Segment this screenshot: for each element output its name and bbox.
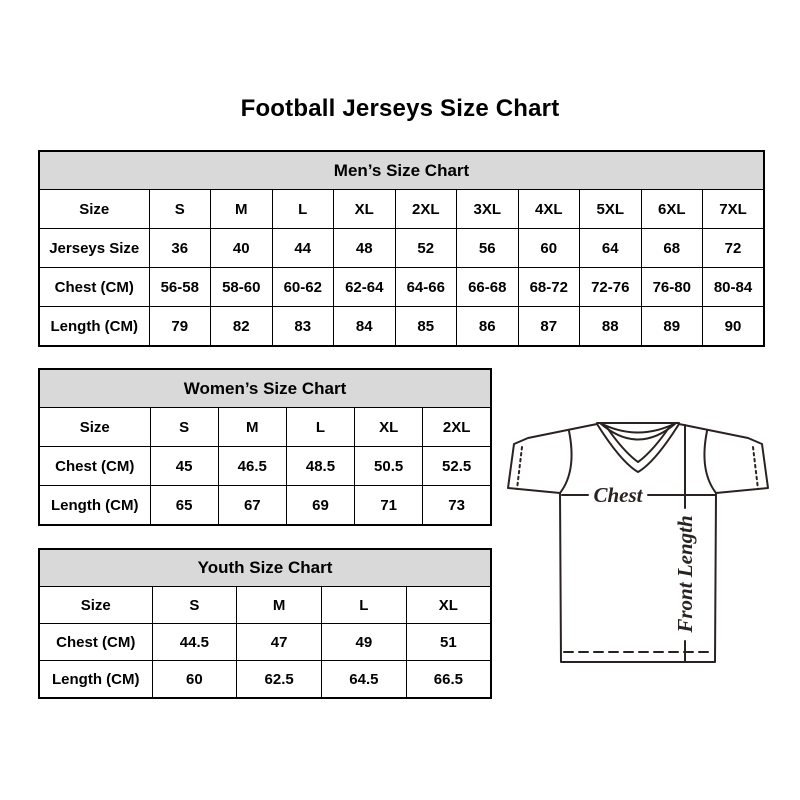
- table-title: Youth Size Chart: [39, 549, 491, 587]
- value-cell: 60: [152, 661, 237, 699]
- left-sleeve-seam: [560, 431, 572, 493]
- value-cell: 83: [272, 307, 334, 347]
- jersey-outline-icon: [505, 405, 770, 670]
- row-header-cell: Size: [39, 587, 152, 624]
- value-cell: 64: [580, 229, 642, 268]
- value-cell: 72-76: [580, 268, 642, 307]
- value-cell: 86: [457, 307, 519, 347]
- collar-inner-arc-2: [600, 423, 676, 440]
- right-cuff-stitch-line: [753, 447, 758, 489]
- value-cell: S: [150, 408, 218, 447]
- value-cell: 4XL: [518, 190, 580, 229]
- value-cell: 48.5: [286, 447, 354, 486]
- value-cell: 49: [322, 624, 407, 661]
- value-cell: 71: [355, 486, 423, 526]
- table-row: [39, 624, 491, 661]
- value-cell: 60-62: [272, 268, 334, 307]
- table-header-row: [39, 549, 491, 587]
- row-header-cell: Chest (CM): [39, 624, 152, 661]
- table-title: Men’s Size Chart: [39, 151, 764, 190]
- value-cell: 62-64: [334, 268, 396, 307]
- table-row: [39, 190, 764, 229]
- row-header-cell: Length (CM): [39, 661, 152, 699]
- value-cell: 85: [395, 307, 457, 347]
- value-cell: 68: [641, 229, 703, 268]
- value-cell: 47: [237, 624, 322, 661]
- row-header-cell: Length (CM): [39, 486, 150, 526]
- jersey-measurement-diagram: [505, 405, 770, 670]
- value-cell: 52.5: [423, 447, 491, 486]
- table-row: [39, 661, 491, 699]
- row-header-cell: Size: [39, 190, 149, 229]
- chest-label: Chest: [593, 483, 643, 507]
- value-cell: 90: [703, 307, 765, 347]
- table-row: [39, 447, 491, 486]
- table-row: [39, 229, 764, 268]
- value-cell: 64.5: [322, 661, 407, 699]
- row-header-cell: Length (CM): [39, 307, 149, 347]
- row-header-cell: Jerseys Size: [39, 229, 149, 268]
- value-cell: 84: [334, 307, 396, 347]
- value-cell: 56: [457, 229, 519, 268]
- value-cell: M: [218, 408, 286, 447]
- value-cell: 46.5: [218, 447, 286, 486]
- value-cell: 64-66: [395, 268, 457, 307]
- youth-size-table: [38, 548, 492, 699]
- table-title: Women’s Size Chart: [39, 369, 491, 408]
- table-row: [39, 307, 764, 347]
- table-row: [39, 486, 491, 526]
- value-cell: XL: [334, 190, 396, 229]
- value-cell: 87: [518, 307, 580, 347]
- value-cell: 48: [334, 229, 396, 268]
- value-cell: 82: [211, 307, 273, 347]
- page-title: Football Jerseys Size Chart: [240, 95, 560, 122]
- collar-inner-v: [606, 426, 670, 462]
- value-cell: 36: [149, 229, 211, 268]
- jersey-body-outline: [508, 424, 768, 662]
- value-cell: 66.5: [406, 661, 491, 699]
- value-cell: 5XL: [580, 190, 642, 229]
- womens-size-table: [38, 368, 492, 526]
- value-cell: 40: [211, 229, 273, 268]
- table-row: [39, 587, 491, 624]
- row-header-cell: Size: [39, 408, 150, 447]
- table-body: [39, 408, 491, 526]
- value-cell: 89: [641, 307, 703, 347]
- value-cell: 7XL: [703, 190, 765, 229]
- value-cell: M: [211, 190, 273, 229]
- value-cell: 51: [406, 624, 491, 661]
- value-cell: 72: [703, 229, 765, 268]
- value-cell: S: [152, 587, 237, 624]
- value-cell: 69: [286, 486, 354, 526]
- value-cell: 68-72: [518, 268, 580, 307]
- mens-size-table: [38, 150, 765, 347]
- value-cell: M: [237, 587, 322, 624]
- value-cell: 73: [423, 486, 491, 526]
- table-header-row: [39, 151, 764, 190]
- value-cell: 62.5: [237, 661, 322, 699]
- table-header-row: [39, 369, 491, 408]
- value-cell: L: [286, 408, 354, 447]
- value-cell: 6XL: [641, 190, 703, 229]
- value-cell: XL: [355, 408, 423, 447]
- value-cell: 45: [150, 447, 218, 486]
- table-row: [39, 268, 764, 307]
- value-cell: 44: [272, 229, 334, 268]
- value-cell: L: [272, 190, 334, 229]
- row-header-cell: Chest (CM): [39, 447, 150, 486]
- value-cell: 3XL: [457, 190, 519, 229]
- value-cell: S: [149, 190, 211, 229]
- value-cell: 56-58: [149, 268, 211, 307]
- value-cell: 44.5: [152, 624, 237, 661]
- table-body: [39, 587, 491, 699]
- value-cell: 66-68: [457, 268, 519, 307]
- table-row: [39, 408, 491, 447]
- right-sleeve-seam: [704, 431, 716, 493]
- value-cell: 58-60: [211, 268, 273, 307]
- value-cell: XL: [406, 587, 491, 624]
- left-cuff-stitch-line: [517, 447, 522, 489]
- front-length-label: Front Length: [673, 515, 697, 633]
- table-body: [39, 190, 764, 347]
- value-cell: 65: [150, 486, 218, 526]
- value-cell: 80-84: [703, 268, 765, 307]
- value-cell: 50.5: [355, 447, 423, 486]
- value-cell: 79: [149, 307, 211, 347]
- value-cell: L: [322, 587, 407, 624]
- value-cell: 88: [580, 307, 642, 347]
- value-cell: 67: [218, 486, 286, 526]
- value-cell: 2XL: [395, 190, 457, 229]
- value-cell: 60: [518, 229, 580, 268]
- value-cell: 2XL: [423, 408, 491, 447]
- value-cell: 52: [395, 229, 457, 268]
- row-header-cell: Chest (CM): [39, 268, 149, 307]
- value-cell: 76-80: [641, 268, 703, 307]
